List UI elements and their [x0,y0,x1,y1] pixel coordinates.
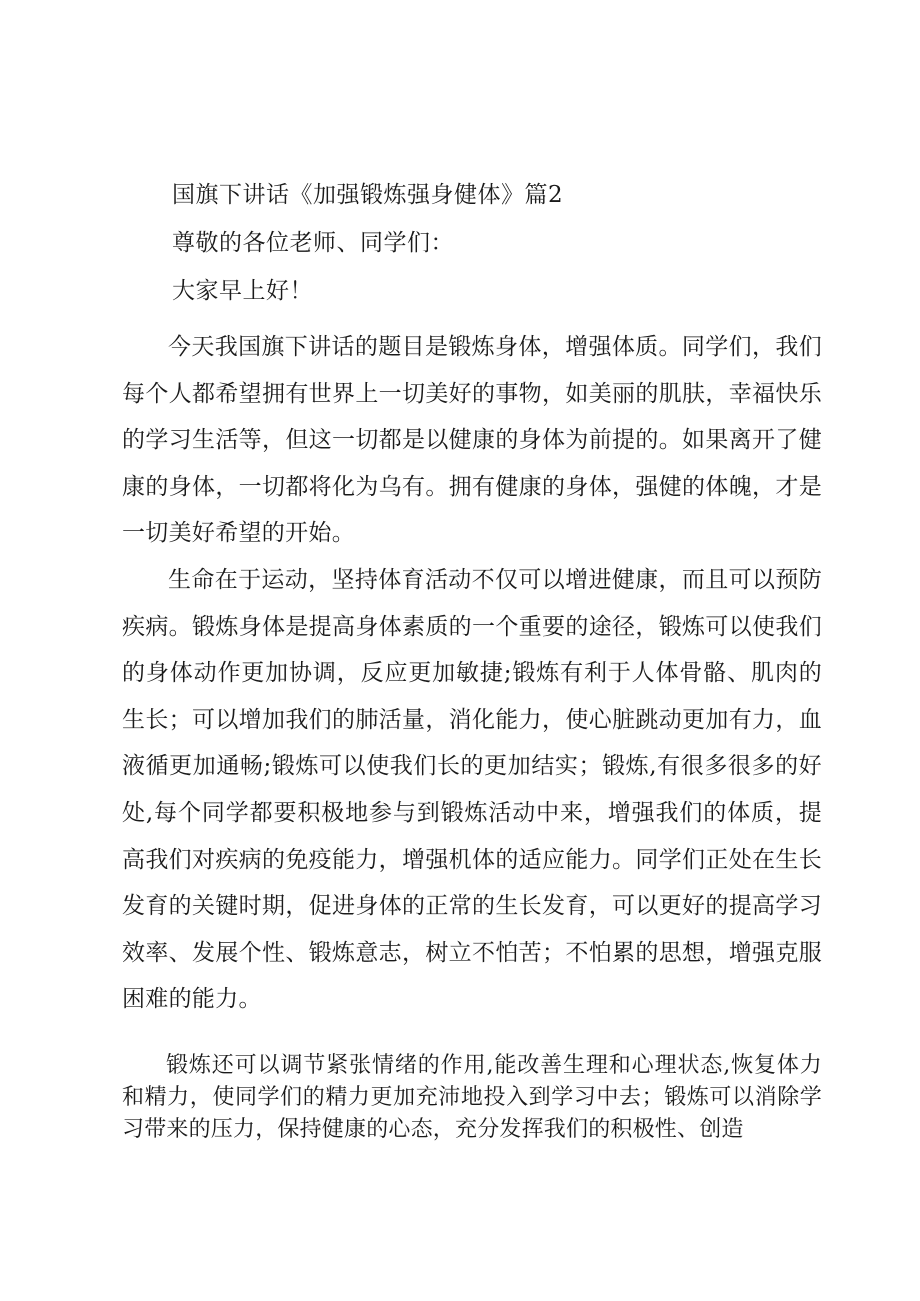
salutation: 尊敬的各位老师、同学们： [172,230,454,256]
document-title: 国旗下讲话《加强锻炼强身健体》篇2 [172,182,564,208]
paragraph-3: 锻炼还可以调节紧张情绪的作用,能改善生理和心理状态,恢复体力和精力，使同学们的精力更加充沛地投入到学习中去；锻炼可以消除学习带来的压力，保持健康的心态，充分发挥我们的积极性、创造 [122,1053,822,1142]
paragraph-2: 生命在于运动，坚持体育活动不仅可以增进健康，而且可以预防疾病。锻炼身体是提高身体素质的一个重要的途径，锻炼可以使我们的身体动作更加协调，反应更加敏捷;锻炼有利于人体骨骼、肌肉的生长；可以增加我们的肺活量，消化能力，使心脏跳动更加有力，血液循更加通畅;锻炼可以使我们长的更加结实；锻炼,有很多很多的好处,每个同学都要积极地参与到锻炼活动中来，增强我们的体质，提高我们对疾病的免疫能力，增强机体的适应能力。同学们正处在生长发育的关键时期，促进身体的正常的生长发育，可以更好的提高学习效率、发展个性、锻炼意志，树立不怕苦；不怕累的思想，增强克服困难的能力。 [122,567,822,1013]
greeting: 大家早上好！ [172,278,313,304]
paragraph-1: 今天我国旗下讲话的题目是锻炼身体，增强体质。同学们，我们每个人都希望拥有世界上一切美好的事物，如美丽的肌肤，幸福快乐的学习生活等，但这一切都是以健康的身体为前提的。如果离开了健康的身体，一切都将化为乌有。拥有健康的身体，强健的体魄，才是一切美好希望的开始。 [122,334,822,547]
